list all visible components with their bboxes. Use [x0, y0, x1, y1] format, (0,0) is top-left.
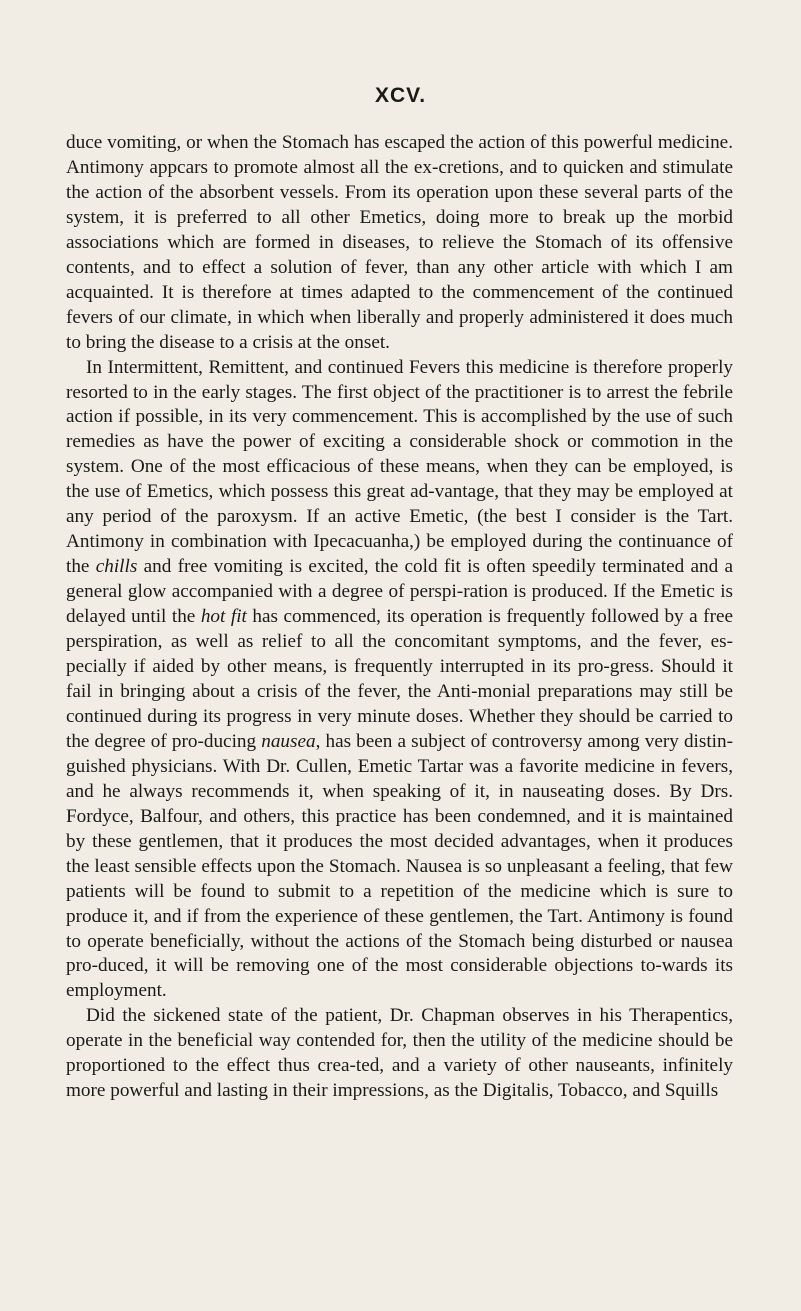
paragraph-1	[66, 131, 733, 356]
text-run: duce vomiting, or when the Stomach has escaped the action of this powerful medicine. Antimony appcars to promote almost all the ex-cretions, and to quicken and stimulate the action of the absorbent vessels. From its operation upon these several parts of the system, it is preferred to all other Emetics, doing more to break up the morbid associations which are formed in diseases, to relieve the Stomach of its offensive contents, and to effect a solution of fever, than any other article with which I am acquainted. It is therefore at times adapted to the commencement of the continued fevers of our climate, in which when liberally and properly administered it does much to bring the disease to a crisis at the onset.	[66, 132, 733, 353]
text-run: In Intermittent, Remittent, and continued Fevers this medicine is therefore properly resorted to in the early stages. The first object of the practitioner is to arrest the febrile action if possible, in its very commencement. This is accomplished by the use of such remedies as have the power of exciting a considerable shock or commotion in the system. One of the most efficacious of these means, when they can be employed, is the use of Emetics, which possess this great ad-vantage, that they may be employed at any period of the paroxysm. If an active Emetic, (the best I consider is the Tart. Antimony in combination with Ipecacuanha,) be employed during the continuance of the	[66, 356, 733, 578]
italic-run: nausea	[261, 730, 316, 752]
body-text	[66, 131, 733, 1104]
page-number: XCV.	[374, 84, 427, 107]
text-run: has commenced, its operation is frequently followed by a free perspiration, as well as relief to all the concomitant symptoms, and the fever, es-pecially if aided by other means, is frequently interrupted in its pro-gress. Should it fail in bringing about a crisis of the fever, the Anti-monial preparations may still be continued during its progress in very minute doses. Whether they should be carried to the degree of pro-ducing	[66, 606, 733, 752]
italic-run: chills	[95, 556, 138, 578]
text-run: Did the sickened state of the patient, Dr. Chapman observes in his Therapentics, operate in the beneficial way contended for, then the utility of the medicine should be proportioned to the effect thus crea-ted, and a variety of other nauseants, infinitely more powerful and lasting in their impressions, as the Digitalis, Tobacco, and Squills	[66, 1005, 733, 1102]
italic-run: hot fit	[200, 606, 247, 628]
paragraph-2	[66, 356, 733, 1005]
text-run: and free vomiting is excited, the cold fit is often speedily terminated and a general glow accompanied with a degree of perspi-ration is produced. If the Emetic is delayed until the	[66, 556, 733, 628]
text-run: , has been a subject of controversy among very distin-guished physicians. With Dr. Cullen, Emetic Tartar was a favorite medicine in fevers, and he always recommends it, when speaking of it, in nauseating doses. By Drs. Fordyce, Balfour, and others, this practice has been condemned, and it is maintained by these gentlemen, that it produces the most decided advantages, when it produces the least sensible effects upon the Stomach. Nausea is so unpleasant a feeling, that few patients will be found to submit to a repetition of the medicine which is sure to produce it, and if from the experience of these gentlemen, the Tart. Antimony is found to operate beneficially, without the actions of the Stomach being disturbed or nausea pro-duced, it will be removing one of the most considerable objections to-wards its employment.	[66, 730, 734, 1002]
paragraph-3	[66, 1004, 733, 1104]
